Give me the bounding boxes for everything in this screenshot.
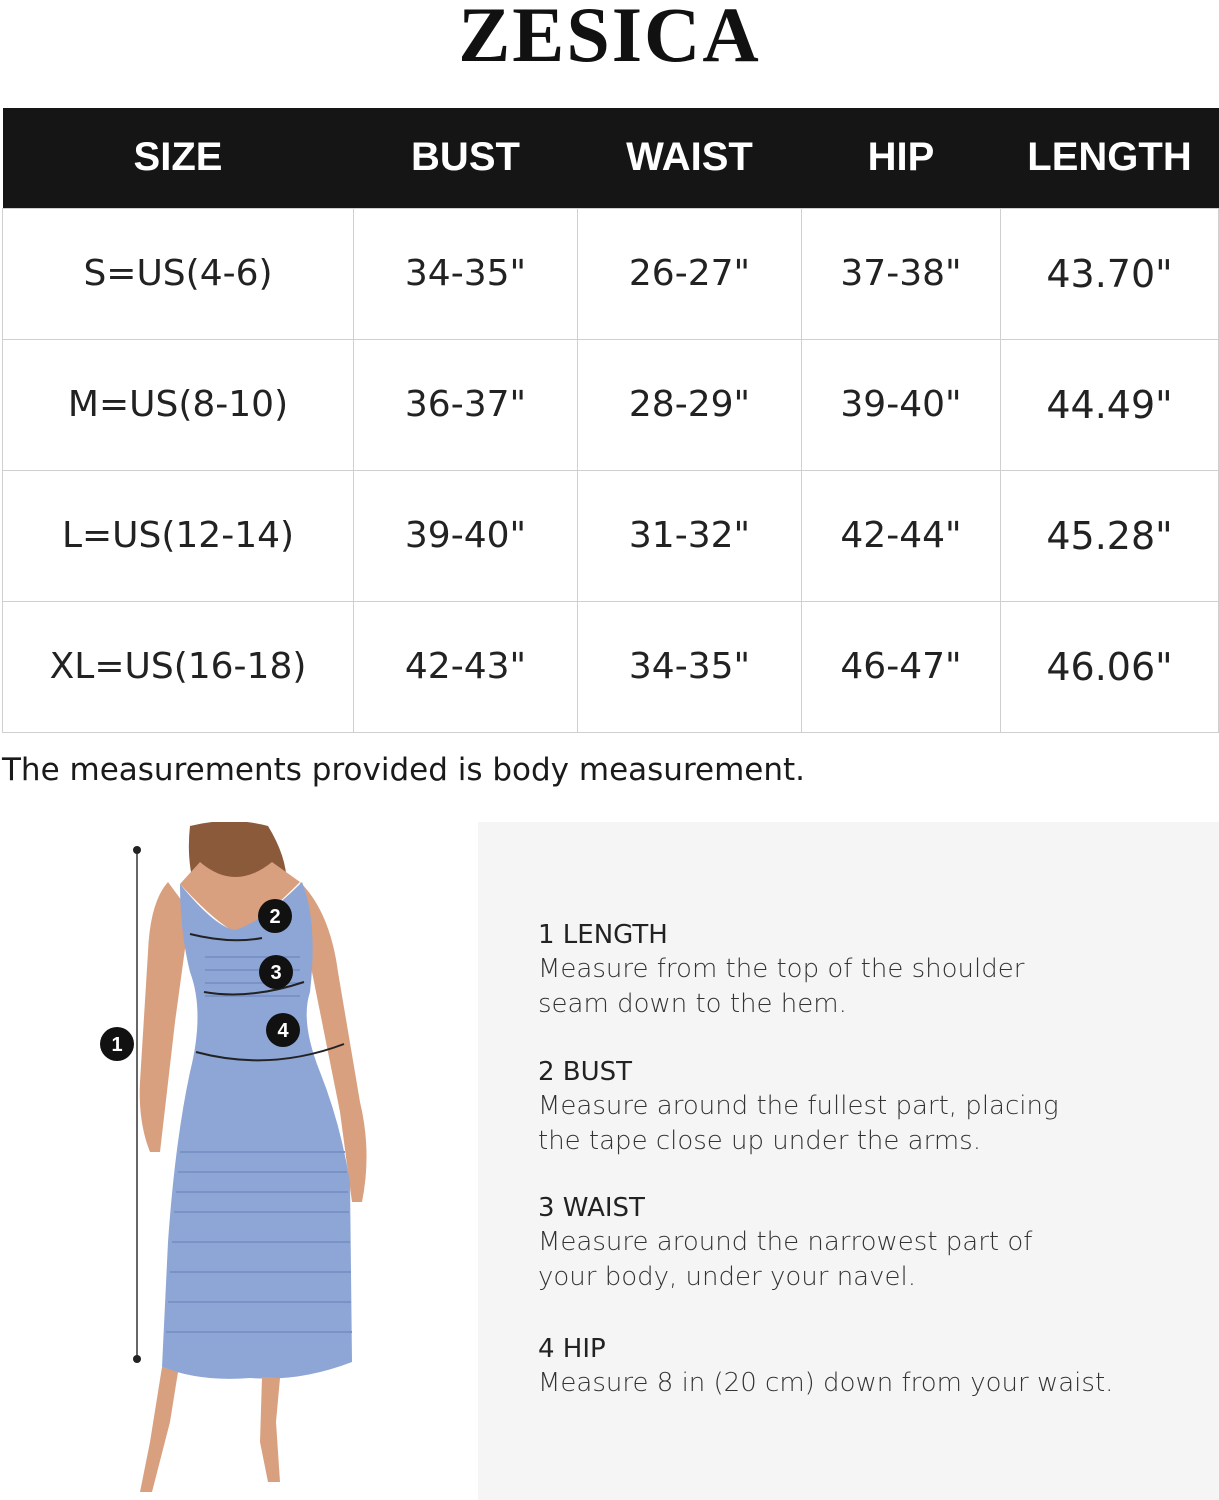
instruction-text: the tape close up under the arms. [538, 1126, 981, 1156]
header-bust: BUST [354, 108, 578, 208]
length-line-top-dot [133, 846, 141, 854]
dress-illustration [0, 822, 478, 1500]
header-length: LENGTH [1001, 108, 1219, 208]
instruction-text: Measure from the top of the shoulder [538, 954, 1025, 984]
measurement-note: The measurements provided is body measurement. [2, 752, 806, 788]
table-row [3, 339, 1219, 470]
instructions-panel [478, 822, 1219, 1500]
marker-4 [266, 1013, 300, 1047]
cell-size: L=US(12-14) [3, 470, 354, 601]
cell-length: 45.28" [1001, 470, 1219, 601]
cell-waist: 28-29" [578, 339, 802, 470]
instruction-bust [538, 1055, 1178, 1159]
instruction-text: seam down to the hem. [538, 989, 847, 1019]
length-line-bottom-dot [133, 1355, 141, 1363]
svg-text:4: 4 [277, 1020, 289, 1042]
svg-text:2: 2 [269, 906, 281, 928]
cell-bust: 42-43" [354, 601, 578, 732]
instruction-length [538, 918, 1178, 1022]
svg-text:1: 1 [111, 1034, 123, 1056]
instruction-text: Measure around the fullest part, placing [538, 1091, 1059, 1121]
cell-size: S=US(4-6) [3, 208, 354, 339]
cell-bust: 34-35" [354, 208, 578, 339]
table-header-row [3, 108, 1219, 208]
size-chart-table [2, 108, 1219, 733]
cell-bust: 39-40" [354, 470, 578, 601]
header-hip: HIP [802, 108, 1001, 208]
instruction-text: Measure 8 in (20 cm) down from your waist. [538, 1368, 1114, 1398]
svg-text:3: 3 [270, 962, 282, 984]
cell-waist: 26-27" [578, 208, 802, 339]
table-row [3, 208, 1219, 339]
cell-bust: 36-37" [354, 339, 578, 470]
brand-logo: ZESICA [458, 0, 761, 78]
instruction-text: Measure around the narrowest part of [538, 1227, 1033, 1257]
cell-waist: 34-35" [578, 601, 802, 732]
instruction-heading: 1 LENGTH [538, 920, 668, 950]
left-leg-shape [140, 1367, 178, 1492]
cell-hip: 39-40" [802, 339, 1001, 470]
instruction-heading: 2 BUST [538, 1057, 633, 1087]
cell-size: M=US(8-10) [3, 339, 354, 470]
cell-hip: 42-44" [802, 470, 1001, 601]
marker-1 [100, 1027, 134, 1061]
cell-hip: 37-38" [802, 208, 1001, 339]
marker-3 [259, 955, 293, 989]
instruction-heading: 3 WAIST [538, 1193, 645, 1223]
table-row [3, 470, 1219, 601]
instruction-waist [538, 1191, 1178, 1295]
cell-length: 46.06" [1001, 601, 1219, 732]
instruction-heading: 4 HIP [538, 1334, 606, 1364]
model-figure [0, 822, 478, 1500]
instruction-hip [538, 1332, 1178, 1401]
marker-2 [258, 899, 292, 933]
right-leg-shape [260, 1377, 280, 1482]
header-waist: WAIST [578, 108, 802, 208]
cell-size: XL=US(16-18) [3, 601, 354, 732]
table-row [3, 601, 1219, 732]
instruction-text: your body, under your navel. [538, 1262, 916, 1292]
cell-length: 44.49" [1001, 339, 1219, 470]
header-size: SIZE [3, 108, 354, 208]
cell-length: 43.70" [1001, 208, 1219, 339]
cell-hip: 46-47" [802, 601, 1001, 732]
cell-waist: 31-32" [578, 470, 802, 601]
